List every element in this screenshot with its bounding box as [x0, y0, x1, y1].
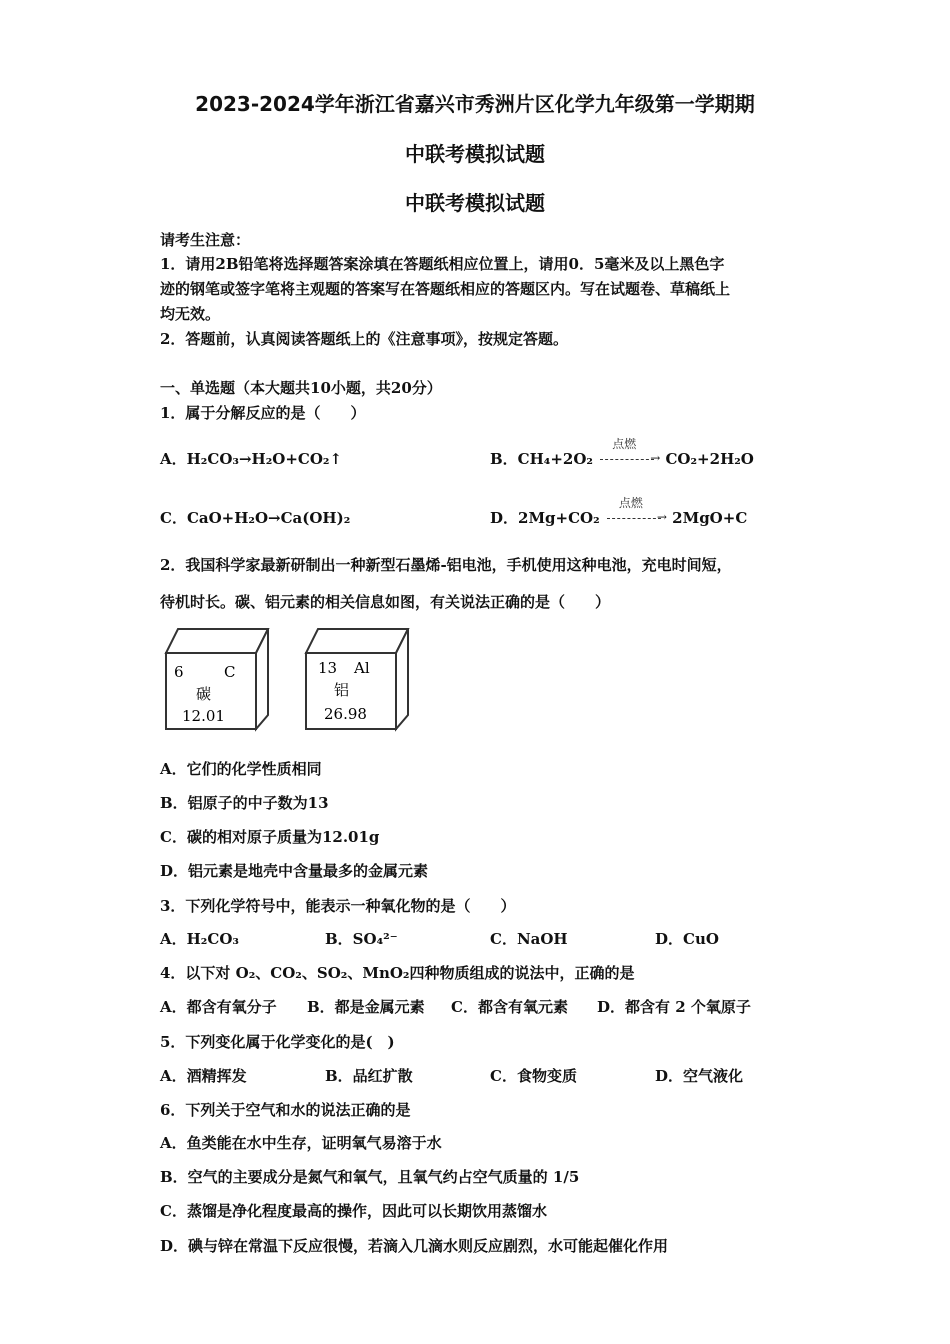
arrow-head-icon: → [650, 451, 661, 465]
condition-label: 点燃 [618, 496, 643, 510]
aluminum-symbol: Al [354, 659, 370, 677]
arrow-line [600, 459, 654, 460]
aluminum-name: 铝 [334, 681, 350, 699]
arrow-line [607, 518, 661, 519]
q4-option-c: C．都含有氧元素 [451, 998, 568, 1016]
notice-item1-line2: 迹的钢笔或签字笔将主观题的答案写在答题纸相应的答题区内。写在试题卷、草稿纸上 [160, 280, 731, 298]
q5-option-c: C．食物变质 [490, 1067, 577, 1085]
q2-stem-line2: 待机时长。碳、铝元素的相关信息如图，有关说法正确的是（ ） [160, 593, 611, 611]
carbon-element-card [160, 623, 275, 733]
notice-item1-line3: 均无效。 [160, 305, 221, 323]
carbon-atomic-number: 6 [174, 663, 184, 681]
q2-option-d: D．铝元素是地壳中含量最多的金属元素 [160, 862, 429, 880]
q6-option-b: B．空气的主要成分是氮气和氧气，且氧气约占空气质量的 1/5 [160, 1168, 580, 1186]
q5-option-a: A．酒精挥发 [160, 1067, 247, 1085]
q3-stem: 3．下列化学符号中，能表示一种氧化物的是（ ） [160, 897, 516, 915]
q6-option-a: A．鱼类能在水中生存，证明氧气易溶于水 [160, 1134, 442, 1152]
q6-stem: 6．下列关于空气和水的说法正确的是 [160, 1101, 411, 1119]
aluminum-atomic-number: 13 [318, 659, 338, 677]
q3-option-b: B．SO₄²⁻ [325, 930, 398, 948]
q4-option-a: A．都含有氧分子 [160, 998, 277, 1016]
condition-label: 点燃 [612, 437, 637, 451]
aluminum-atomic-mass: 26.98 [324, 705, 367, 723]
notice-item1-line1: 1．请用2B铅笔将选择题答案涂填在答题纸相应位置上，请用0．5毫米及以上黑色字 [160, 255, 725, 273]
q1-stem: 1．属于分解反应的是（ ） [160, 404, 366, 422]
q5-option-b: B．品红扩散 [325, 1067, 413, 1085]
q6-option-d: D．碘与锌在常温下反应很慢，若滴入几滴水则反应剧烈，水可能起催化作用 [160, 1237, 669, 1255]
aluminum-element-card [300, 623, 415, 733]
q1-option-d [490, 496, 748, 528]
arrow-head-icon: → [656, 510, 667, 524]
q1-option-b [490, 437, 754, 469]
q3-option-d: D．CuO [655, 930, 719, 948]
carbon-atomic-mass: 12.01 [182, 707, 225, 725]
q1-option-b-reactants: B．CH₄+2O₂ [490, 450, 594, 468]
q4-option-d: D．都含有 2 个氧原子 [597, 998, 751, 1016]
q1-option-d-products: 2MgO+C [672, 509, 748, 527]
q1-option-c: C．CaO+H₂O→Ca(OH)₂ [160, 509, 351, 527]
q1-option-a: A．H₂CO₃→H₂O+CO₂↑ [160, 450, 343, 468]
q6-option-c: C．蒸馏是净化程度最高的操作，因此可以长期饮用蒸馏水 [160, 1202, 547, 1220]
q2-option-b: B．铝原子的中子数为13 [160, 794, 329, 812]
page-title-line3: 中联考模拟试题 [405, 191, 545, 215]
q5-stem: 5．下列变化属于化学变化的是( ) [160, 1033, 395, 1051]
q1-option-d-reactants: D．2Mg+CO₂ [490, 509, 600, 527]
carbon-name: 碳 [196, 685, 212, 703]
carbon-symbol: C [224, 663, 236, 681]
q4-option-b: B．都是金属元素 [307, 998, 425, 1016]
notice-item2: 2．答题前，认真阅读答题纸上的《注意事项》，按规定答题。 [160, 330, 568, 348]
page-title-line1: 2023-2024学年浙江省嘉兴市秀洲片区化学九年级第一学期期 [195, 92, 755, 116]
page-title-line2: 中联考模拟试题 [405, 142, 545, 166]
q4-stem: 4．以下对 O₂、CO₂、SO₂、MnO₂四种物质组成的说法中，正确的是 [160, 964, 635, 982]
reaction-arrow [605, 496, 667, 526]
notice-heading: 请考生注意： [160, 231, 251, 249]
q5-option-d: D．空气液化 [655, 1067, 744, 1085]
section-heading: 一、单选题（本大题共10小题，共20分） [160, 379, 442, 397]
q2-option-c: C．碳的相对原子质量为12.01g [160, 828, 380, 846]
q3-option-c: C．NaOH [490, 930, 568, 948]
reaction-arrow [598, 437, 661, 467]
q2-stem-line1: 2．我国科学家最新研制出一种新型石墨烯-铝电池，手机使用这种电池，充电时间短， [160, 556, 732, 574]
q3-option-a: A．H₂CO₃ [160, 930, 239, 948]
q1-option-b-products: CO₂+2H₂O [665, 450, 754, 468]
q2-option-a: A．它们的化学性质相同 [160, 760, 322, 778]
